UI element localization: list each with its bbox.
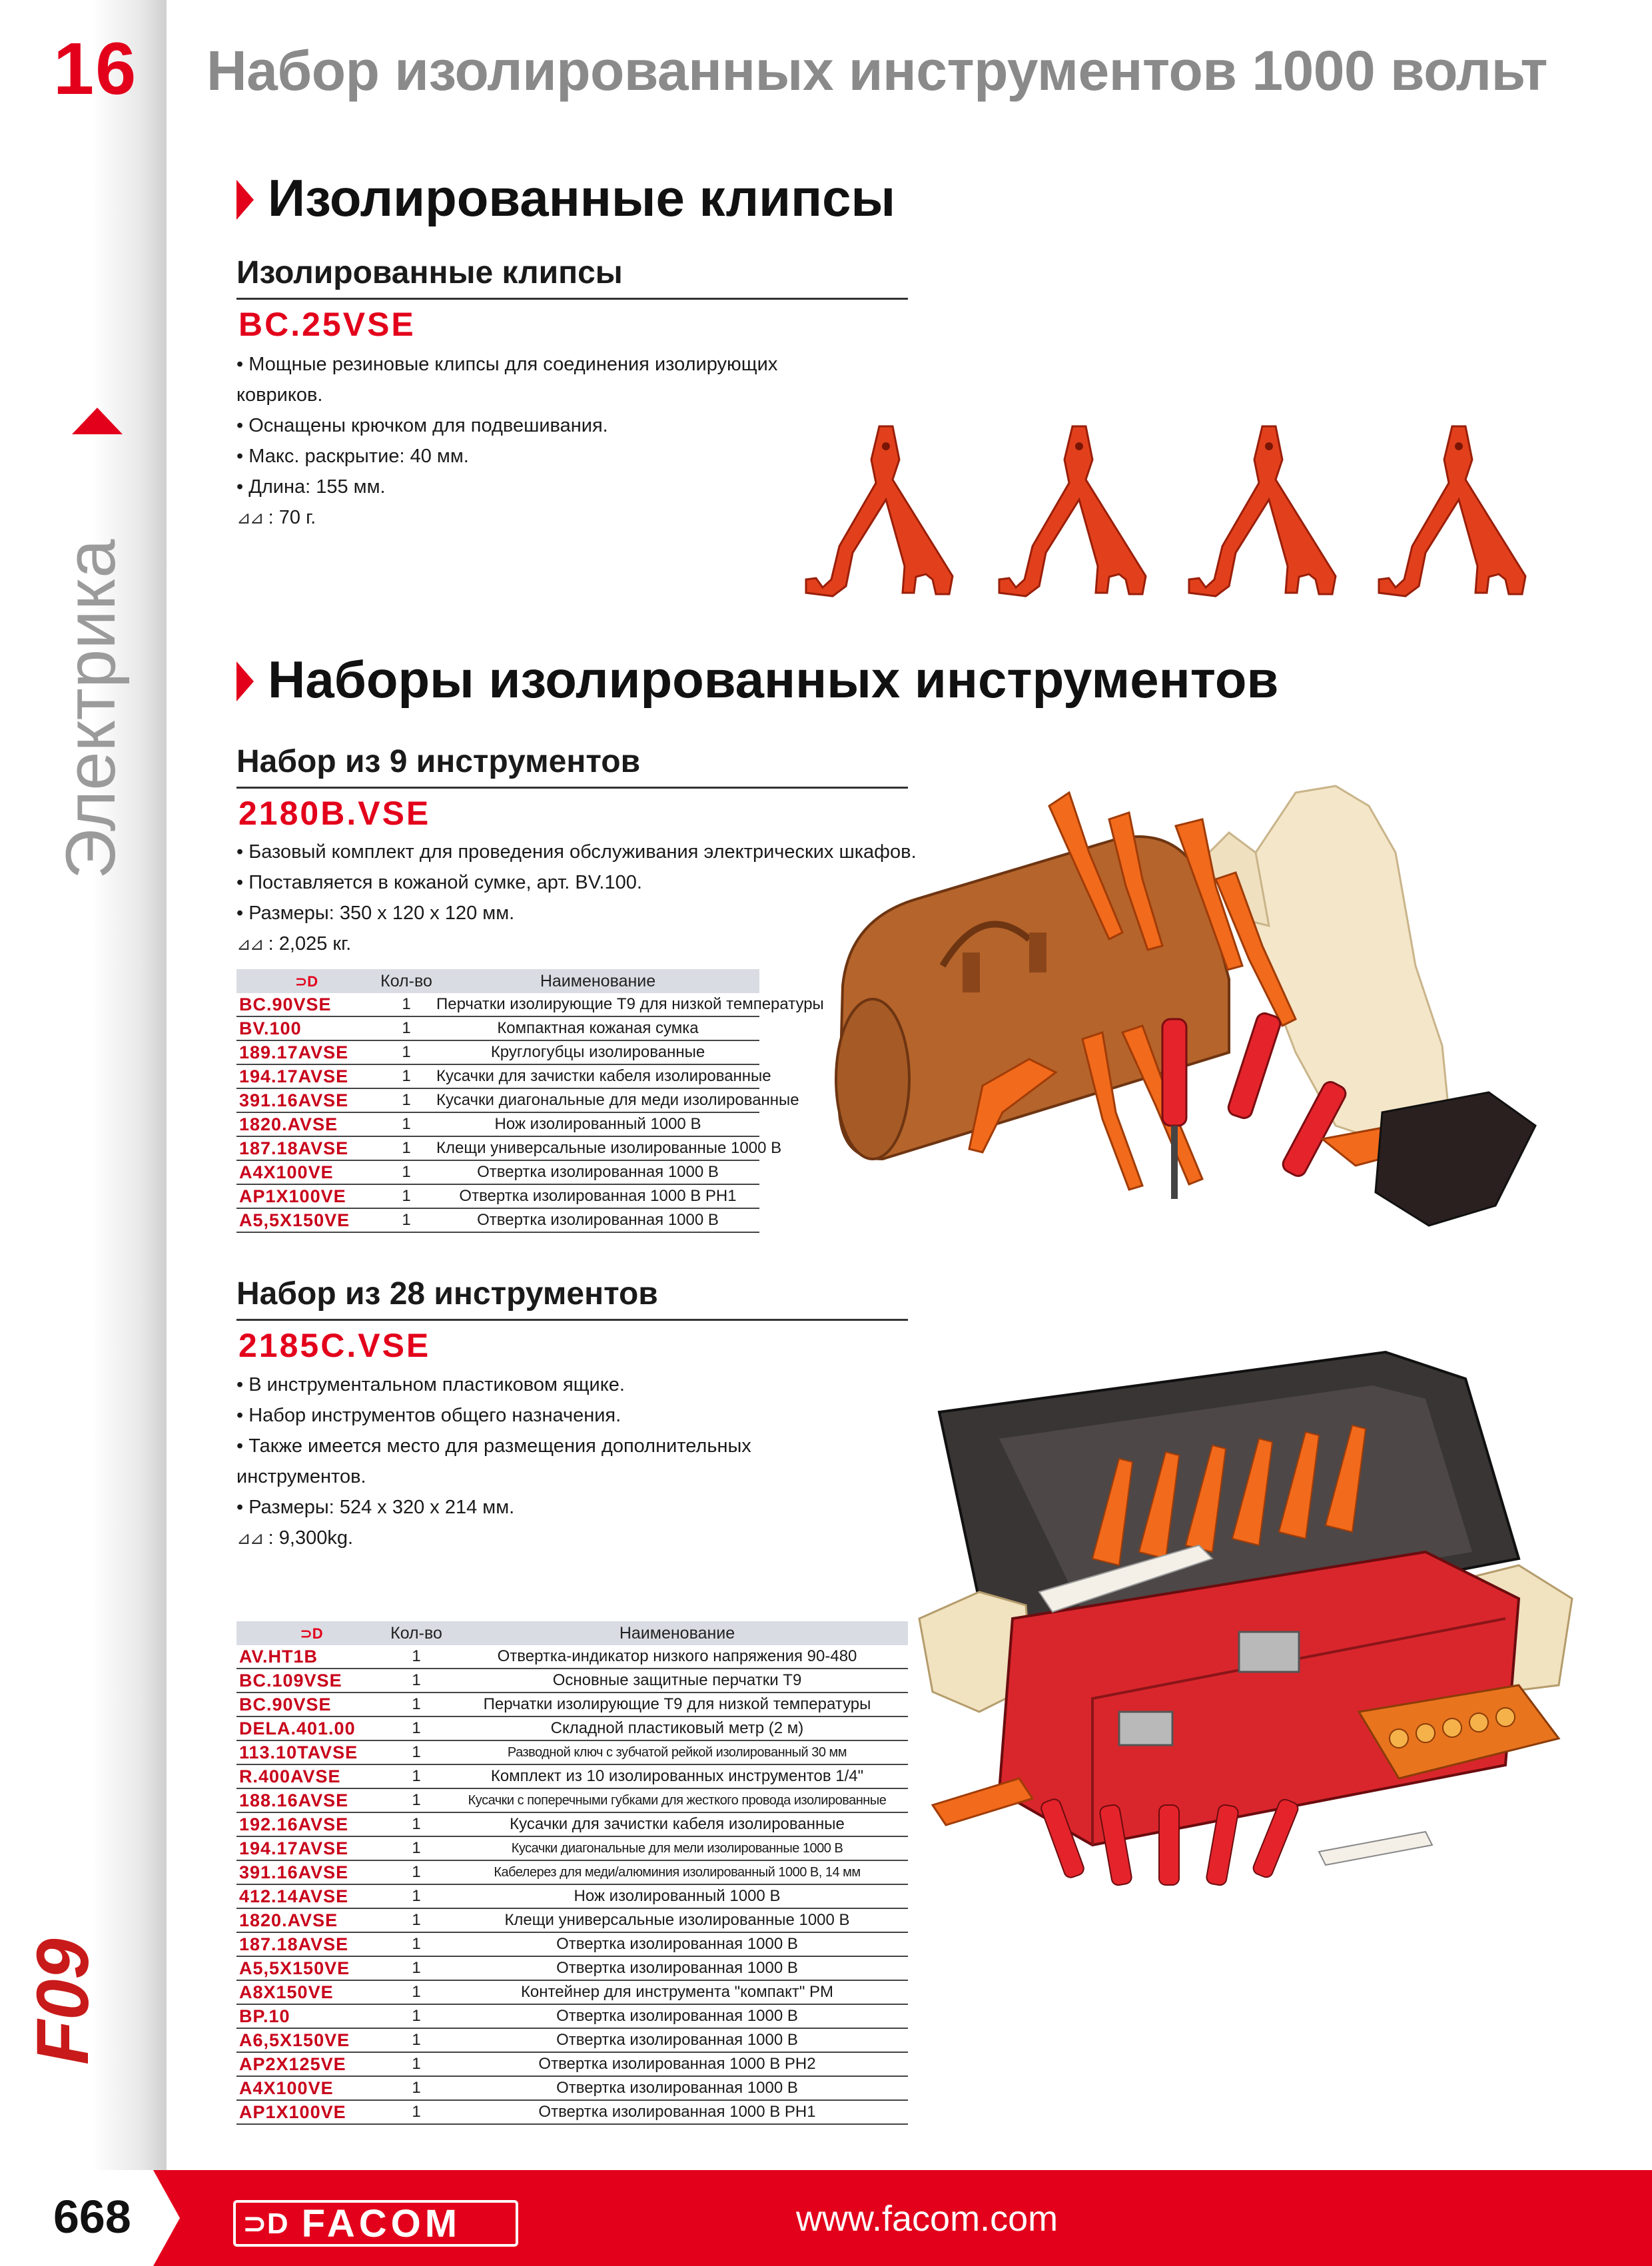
weight-scale-icon: ⊿⊿: [236, 934, 263, 954]
reference-cell: AP2X125VE: [236, 2052, 386, 2076]
table-row: [236, 1788, 908, 1812]
side-up-arrow-icon: [72, 408, 123, 434]
reference-cell: AP1X100VE: [236, 1184, 376, 1208]
facom-logo-text: FACOM: [301, 2201, 462, 2245]
facom-logo: [233, 2200, 518, 2247]
feature-line: • Набор инструментов общего назначения.: [236, 1405, 621, 1426]
subheading-set28: Набор из 28 инструментов: [236, 1276, 658, 1312]
quantity-cell: 1: [376, 1064, 436, 1088]
quantity-cell: 1: [386, 1764, 446, 1788]
table-row: [236, 1884, 908, 1908]
reference-cell: 187.18AVSE: [236, 1932, 386, 1956]
reference-cell: 391.16AVSE: [236, 1088, 376, 1112]
weight-value: : 70 г.: [268, 507, 316, 528]
feature-line: инструментов.: [236, 1466, 366, 1487]
table-row: [236, 1764, 908, 1788]
quantity-cell: 1: [386, 1908, 446, 1932]
weight-value: : 9,300kg.: [268, 1527, 354, 1549]
feature-line: • Мощные резиновые клипсы для соединения изолирующих: [236, 354, 778, 375]
reference-cell: 194.17AVSE: [236, 1064, 376, 1088]
feature-line: • Длина: 155 мм.: [236, 476, 386, 498]
quantity-cell: 1: [376, 1112, 436, 1136]
name-cell: Перчатки изолирующие T9 для низкой температуры: [436, 993, 759, 1016]
subheading-set9: Набор из 9 инструментов: [236, 744, 641, 779]
quantity-cell: 1: [386, 2028, 446, 2052]
table-row: [236, 1184, 759, 1208]
table-row: [236, 1980, 908, 2004]
name-cell: Отвертка изолированная 1000 В PH1: [446, 2100, 908, 2124]
section-marker-icon: [236, 180, 254, 220]
catalog-code: F09: [22, 1938, 104, 2065]
facom-logo-mark-icon: ⊃D: [242, 2207, 288, 2240]
divider: [236, 787, 908, 789]
table-row: [236, 1956, 908, 1980]
name-cell: Компактная кожаная сумка: [436, 1016, 759, 1040]
quantity-cell: 1: [376, 1040, 436, 1064]
weight-scale-icon: ⊿⊿: [236, 1528, 263, 1548]
feature-line: • Макс. раскрытие: 40 мм.: [236, 446, 469, 467]
reference-cell: BC.109VSE: [236, 1669, 386, 1693]
reference-cell: A6,5X150VE: [236, 2028, 386, 2052]
reference-cell: 192.16AVSE: [236, 1812, 386, 1836]
chapter-number: 16: [53, 28, 138, 110]
name-cell: Разводной ключ с зубчатой рейкой изолированный 30 мм: [446, 1740, 908, 1764]
reference-cell: 188.16AVSE: [236, 1788, 386, 1812]
feature-line: • Оснащены крючком для подвешивания.: [236, 415, 608, 436]
table-header-row: [236, 969, 759, 993]
divider: [236, 298, 908, 300]
table-row: [236, 1088, 759, 1112]
name-cell: Перчатки изолирующие T9 для низкой температуры: [446, 1693, 908, 1716]
name-cell: Отвертка изолированная 1000 В: [446, 2076, 908, 2100]
quantity-cell: 1: [386, 1956, 446, 1980]
name-cell: Отвертка изолированная 1000 В: [446, 1932, 908, 1956]
set28-product-image: [919, 1339, 1585, 1912]
quantity-cell: 1: [386, 1932, 446, 1956]
table-row: [236, 1112, 759, 1136]
quantity-cell: 1: [376, 1160, 436, 1184]
quantity-cell: 1: [386, 1716, 446, 1740]
reference-cell: A4X100VE: [236, 1160, 376, 1184]
table-row: [236, 2052, 908, 2076]
table-row: [236, 1932, 908, 1956]
name-cell: Отвертка изолированная 1000 В: [436, 1160, 759, 1184]
table-row: [236, 2076, 908, 2100]
reference-cell: AV.HT1B: [236, 1645, 386, 1669]
reference-cell: 187.18AVSE: [236, 1136, 376, 1160]
product-code-bc25vse: BC.25VSE: [238, 306, 416, 343]
reference-cell: R.400AVSE: [236, 1764, 386, 1788]
quantity-column-header: Кол-во: [376, 969, 436, 993]
table-header-row: [236, 1621, 908, 1645]
set9-feature-list: [236, 837, 917, 959]
weight-scale-icon: ⊿⊿: [236, 508, 263, 528]
reference-cell: BP.10: [236, 2004, 386, 2028]
table-row: [236, 1836, 908, 1860]
section-marker-icon: [236, 661, 254, 701]
quantity-cell: 1: [376, 1016, 436, 1040]
website-link[interactable]: www.facom.com: [796, 2199, 1058, 2239]
reference-cell: 189.17AVSE: [236, 1040, 376, 1064]
quantity-cell: 1: [386, 2052, 446, 2076]
table-row: [236, 1860, 908, 1884]
reference-column-header: [236, 969, 376, 993]
feature-line: • В инструментальном пластиковом ящике.: [236, 1374, 625, 1395]
table-row: [236, 993, 759, 1016]
feature-line: • Базовый комплект для проведения обслуживания электрических шкафов.: [236, 841, 917, 863]
table-row: [236, 1716, 908, 1740]
reference-cell: A5,5X150VE: [236, 1208, 376, 1232]
reference-cell: AP1X100VE: [236, 2100, 386, 2124]
quantity-cell: 1: [376, 1088, 436, 1112]
reference-cell: A8X150VE: [236, 1980, 386, 2004]
reference-cell: 391.16AVSE: [236, 1860, 386, 1884]
set28-feature-list: [236, 1369, 751, 1553]
feature-line: ковриков.: [236, 384, 323, 406]
facom-reference-icon: ⊃D: [294, 972, 318, 990]
name-cell: Клещи универсальные изолированные 1000 В: [446, 1908, 908, 1932]
reference-cell: 412.14AVSE: [236, 1884, 386, 1908]
quantity-cell: 1: [376, 1184, 436, 1208]
section-heading-clips: Изолированные клипсы: [268, 169, 896, 227]
quantity-cell: 1: [386, 1860, 446, 1884]
name-cell: Нож изолированный 1000 В: [446, 1884, 908, 1908]
table-row: [236, 1669, 908, 1693]
quantity-cell: 1: [386, 1693, 446, 1716]
insulated-clips-image: [799, 413, 1572, 613]
reference-cell: BC.90VSE: [236, 1693, 386, 1716]
table-row: [236, 1040, 759, 1064]
table-row: [236, 1645, 908, 1669]
table-row: [236, 2100, 908, 2124]
name-cell: Кусачки диагональные для меди изолированные: [436, 1088, 759, 1112]
name-cell: Комплект из 10 изолированных инструментов 1/4": [446, 1764, 908, 1788]
table-row: [236, 1064, 759, 1088]
feature-line: • Поставляется в кожаной сумке, арт. BV.100.: [236, 872, 642, 893]
quantity-cell: 1: [386, 1884, 446, 1908]
table-row: [236, 2028, 908, 2052]
facom-reference-icon: ⊃D: [300, 1625, 323, 1642]
name-cell: Отвертка изолированная 1000 В: [446, 2004, 908, 2028]
feature-line: • Также имеется место для размещения дополнительных: [236, 1435, 751, 1457]
quantity-cell: 1: [386, 2004, 446, 2028]
reference-cell: A4X100VE: [236, 2076, 386, 2100]
feature-line: • Размеры: 524 x 320 x 214 мм.: [236, 1497, 515, 1518]
subheading-clips: Изолированные клипсы: [236, 255, 623, 290]
name-cell: Отвертка изолированная 1000 В: [446, 1956, 908, 1980]
page-number: 668: [53, 2191, 131, 2243]
name-cell: Контейнер для инструмента "компакт" PM: [446, 1980, 908, 2004]
page-title: Набор изолированных инструментов 1000 вольт: [206, 39, 1548, 102]
reference-cell: 1820.AVSE: [236, 1112, 376, 1136]
name-cell: Отвертка изолированная 1000 В: [436, 1208, 759, 1232]
table-row: [236, 1208, 759, 1232]
feature-line: • Размеры: 350 x 120 x 120 мм.: [236, 903, 515, 924]
table-row: [236, 1908, 908, 1932]
name-cell: Складной пластиковый метр (2 м): [446, 1716, 908, 1740]
quantity-cell: 1: [376, 1208, 436, 1232]
name-cell: Отвертка изолированная 1000 В PH1: [436, 1184, 759, 1208]
table-row: [236, 1016, 759, 1040]
quantity-cell: 1: [386, 2076, 446, 2100]
table-row: [236, 1160, 759, 1184]
quantity-cell: 1: [386, 1836, 446, 1860]
set9-parts-table: [236, 969, 824, 1233]
quantity-cell: 1: [376, 993, 436, 1016]
clips-feature-list: [236, 349, 777, 533]
set9-product-image: [829, 766, 1575, 1246]
name-cell: Кусачки для зачистки кабеля изолированные: [436, 1064, 759, 1088]
name-cell: Кабелерез для меди/алюминия изолированный 1000 В, 14 мм: [446, 1860, 908, 1884]
name-column-header: Наименование: [446, 1621, 908, 1645]
quantity-column-header: Кол-во: [386, 1621, 446, 1645]
reference-cell: 194.17AVSE: [236, 1836, 386, 1860]
name-cell: Клещи универсальные изолированные 1000 В: [436, 1136, 759, 1160]
name-cell: Кусачки с поперечными губками для жесткого провода изолированные: [446, 1788, 908, 1812]
table-row: [236, 1693, 908, 1716]
table-row: [236, 1740, 908, 1764]
reference-column-header: [236, 1621, 386, 1645]
reference-cell: A5,5X150VE: [236, 1956, 386, 1980]
quantity-cell: 1: [386, 1812, 446, 1836]
name-column-header: Наименование: [436, 969, 759, 993]
name-cell: Отвертка изолированная 1000 В PH2: [446, 2052, 908, 2076]
reference-cell: DELA.401.00: [236, 1716, 386, 1740]
quantity-cell: 1: [386, 2100, 446, 2124]
divider: [236, 1319, 908, 1321]
name-cell: Круглогубцы изолированные: [436, 1040, 759, 1064]
name-cell: Отвертка изолированная 1000 В: [446, 2028, 908, 2052]
quantity-cell: 1: [386, 1645, 446, 1669]
product-code-2185cvse: 2185C.VSE: [238, 1327, 431, 1364]
quantity-cell: 1: [386, 1980, 446, 2004]
table-row: [236, 2004, 908, 2028]
quantity-cell: 1: [386, 1669, 446, 1693]
name-cell: Кусачки для зачистки кабеля изолированные: [446, 1812, 908, 1836]
reference-cell: 1820.AVSE: [236, 1908, 386, 1932]
table-row: [236, 1812, 908, 1836]
set28-parts-table: [236, 1621, 908, 2125]
product-code-2180bvse: 2180B.VSE: [238, 795, 431, 832]
quantity-cell: 1: [386, 1788, 446, 1812]
reference-cell: BV.100: [236, 1016, 376, 1040]
name-cell: Отвертка-индикатор низкого напряжения 90-480: [446, 1645, 908, 1669]
table-row: [236, 1136, 759, 1160]
reference-cell: BC.90VSE: [236, 993, 376, 1016]
quantity-cell: 1: [386, 1740, 446, 1764]
name-cell: Кусачки диагональные для мели изолированные 1000 В: [446, 1836, 908, 1860]
name-cell: Нож изолированный 1000 В: [436, 1112, 759, 1136]
reference-cell: 113.10TAVSE: [236, 1740, 386, 1764]
side-category-label: Электрика: [52, 539, 130, 879]
section-heading-sets: Наборы изолированных инструментов: [268, 650, 1279, 709]
name-cell: Основные защитные перчатки T9: [446, 1669, 908, 1693]
weight-value: : 2,025 кг.: [268, 933, 352, 954]
quantity-cell: 1: [376, 1136, 436, 1160]
